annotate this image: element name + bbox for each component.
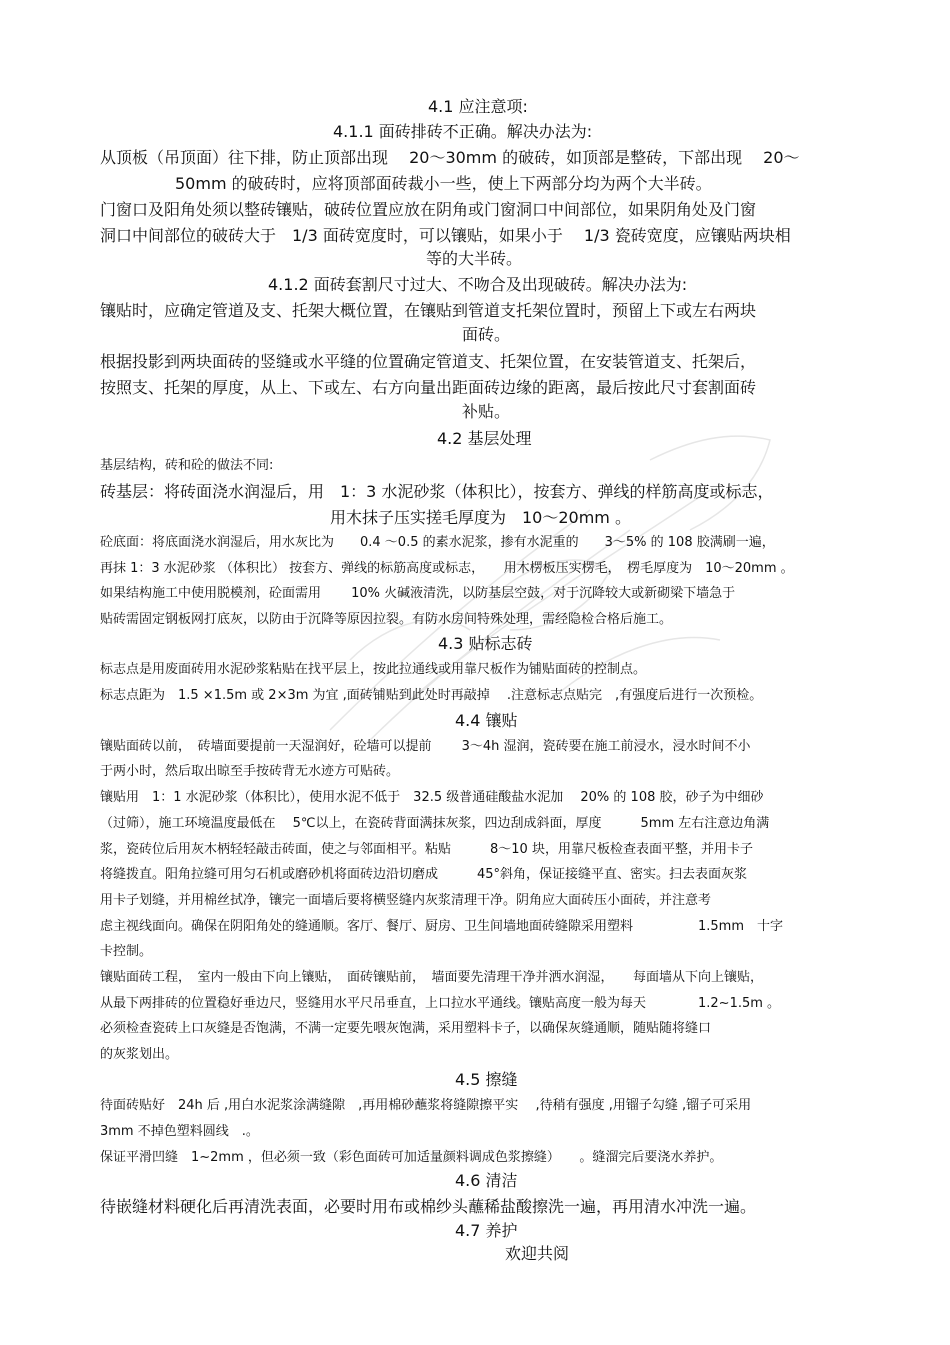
- body-text-line: 浆，瓷砖位后用灰木柄轻轻敲击砖面，使之与邻面相平。粘贴 8～10 块，用靠尺板检查表面平整，并用卡子: [100, 842, 753, 857]
- body-text-line: 用卡子划缝，并用棉丝拭净，镶完一面墙后要将横竖缝内灰浆清理干净。阴角应大面砖压小面砖，并注意考: [100, 893, 712, 908]
- section-heading-4-7: 4.7 养护: [455, 1221, 518, 1240]
- body-text-line: 待面砖贴好 24h 后 ,用白水泥浆涂满缝隙 ,再用棉砂蘸浆将缝隙擦平实 ,待稍有强度 ,用镏子勾缝 ,镏子可采用: [100, 1098, 752, 1113]
- section-heading-4-6: 4.6 清洁: [455, 1171, 518, 1190]
- body-text-line: 虑主视线面向。确保在阴阳角处的缝通顺。客厅、餐厅、厨房、卫生间墙地面砖缝隙采用塑料 1.5mm 十字: [100, 919, 784, 934]
- body-text-line: 镶贴面砖以前， 砖墙面要提前一天湿润好，砼墙可以提前 3～4h 湿润，瓷砖要在施工前浸水，浸水时间不小: [100, 739, 751, 754]
- body-text-line: 砖基层：将砖面浇水润湿后，用 1：3 水泥砂浆（体积比），按套方、弹线的样筋高度或标志，: [100, 482, 774, 501]
- section-heading-4-4: 4.4 镶贴: [455, 711, 518, 730]
- body-text-line: 补贴。: [462, 402, 511, 421]
- section-heading-4-5: 4.5 擦缝: [455, 1070, 518, 1089]
- body-text-line: 贴砖需固定钢板网打底灰，以防由于沉降等原因拉裂。有防水房间特殊处理，需经隐检合格后施工。: [100, 612, 673, 627]
- body-text-line: （过筛），施工环境温度最低在 5℃以上，在瓷砖背面满抹灰浆，四边刮成斜面，厚度 5mm 左右注意边角满: [100, 816, 770, 831]
- section-heading-4-1: 4.1 应注意项:: [428, 97, 528, 116]
- subsection-heading-4-1-2: 4.1.2 面砖套割尺寸过大、不吻合及出现破砖。解决办法为:: [268, 275, 688, 294]
- body-text-line: 如果结构施工中使用脱模剂，砼面需用 10% 火碱液清洗，以防基层空鼓，对于沉降较大或新砌梁下墙急于: [100, 586, 736, 601]
- body-text-line: 将缝拨直。阳角拉缝可用匀石机或磨砂机将面砖边沿切磨成 45°斜角，保证接缝平直、密实。扫去表面灰浆: [100, 867, 748, 882]
- body-text-line: 于两小时，然后取出晾至手按砖背无水迹方可贴砖。: [100, 764, 400, 779]
- body-text-line: 镶贴用 1：1 水泥砂浆（体积比），使用水泥不低于 32.5 级普通硅酸盐水泥加 20% 的 108 胶，砂子为中细砂: [100, 790, 764, 805]
- body-text-line: 必须检查瓷砖上口灰缝是否饱满，不满一定要先喂灰饱满，采用塑料卡子，以确保灰缝通顺，随贴随将缝口: [100, 1021, 712, 1036]
- body-text-line: 50mm 的破砖时，应将顶部面砖裁小一些，使上下两部分均为两个大半砖。: [175, 174, 712, 193]
- body-text-line: 用木抹子压实搓毛厚度为 10～20mm 。: [330, 508, 631, 527]
- body-text-line: 从顶板（吊顶面）往下排，防止顶部出现 20～30mm 的破砖，如顶部是整砖，下部出现 20～: [100, 148, 800, 167]
- body-text-line: 镶贴面砖工程， 室内一般由下向上镶贴， 面砖镶贴前， 墙面要先清理干净并洒水润湿， 每面墙从下向上镶贴，: [100, 970, 764, 985]
- body-text-line: 再抹 1：3 水泥砂浆 （体积比） 按套方、弹线的标筋高度或标志， 用木楞板压实楞毛， 楞毛厚度为 10～20mm 。: [100, 561, 794, 576]
- body-text-line: 从最下两排砖的位置稳好垂边尺，竖缝用水平尺吊垂直，上口拉水平通线。镶贴高度一般为每天 1.2~1.5m 。: [100, 996, 781, 1011]
- body-text-line: 洞口中间部位的破砖大于 1/3 面砖宽度时，可以镶贴，如果小于 1/3 瓷砖宽度，应镶贴两块相: [100, 226, 791, 245]
- body-text-line: 门窗口及阳角处须以整砖镶贴，破砖位置应放在阴角或门窗洞口中间部位，如果阴角处及门窗: [100, 200, 757, 219]
- body-text-line: 镶贴时，应确定管道及支、托架大概位置，在镶贴到管道支托架位置时，预留上下或左右两块: [100, 301, 757, 320]
- subsection-heading-4-1-1: 4.1.1 面砖排砖不正确。解决办法为:: [333, 122, 593, 141]
- body-text-line: 卡控制。: [100, 944, 153, 959]
- body-text-line: 砼底面：将底面浇水润湿后，用水灰比为 0.4 ～0.5 的素水泥浆，掺有水泥重的 3～5% 的 108 胶满刷一遍，: [100, 535, 775, 550]
- body-text-line: 根据投影到两块面砖的竖缝或水平缝的位置确定管道支、托架位置，在安装管道支、托架后，: [100, 352, 757, 371]
- body-text-line: 待嵌缝材料硬化后再清洗表面，必要时用布或棉纱头蘸稀盐酸擦洗一遍，再用清水冲洗一遍。: [100, 1197, 757, 1216]
- body-text-line: 保证平滑凹缝 1~2mm ，但必须一致（彩色面砖可加适量颜料调成色浆擦缝） 。缝溜完后要浇水养护。: [100, 1150, 723, 1165]
- body-text-line: 的灰浆划出。: [100, 1047, 179, 1062]
- section-heading-4-2: 4.2 基层处理: [437, 429, 532, 448]
- body-text-line: 标志点是用废面砖用水泥砂浆粘贴在找平层上，按此拉通线或用靠尺板作为铺贴面砖的控制点。: [100, 662, 647, 677]
- body-text-line: 3mm 不掉色塑料圆线 .。: [100, 1124, 259, 1139]
- body-text-line: 按照支、托架的厚度，从上、下或左、右方向量出距面砖边缘的距离，最后按此尺寸套割面砖: [100, 378, 757, 397]
- body-text-line: 标志点距为 1.5 ×1.5m 或 2×3m 为宜 ,面砖铺贴到此处时再敲掉 .注意标志点贴完 ,有强度后进行一次预检。: [100, 688, 763, 703]
- body-text-line: 基层结构，砖和砼的做法不同:: [100, 458, 274, 473]
- body-text-line: 面砖。: [462, 325, 511, 344]
- footer-text: 欢迎共阅: [505, 1244, 570, 1263]
- body-text-line: 等的大半砖。: [426, 249, 523, 268]
- section-heading-4-3: 4.3 贴标志砖: [438, 634, 533, 653]
